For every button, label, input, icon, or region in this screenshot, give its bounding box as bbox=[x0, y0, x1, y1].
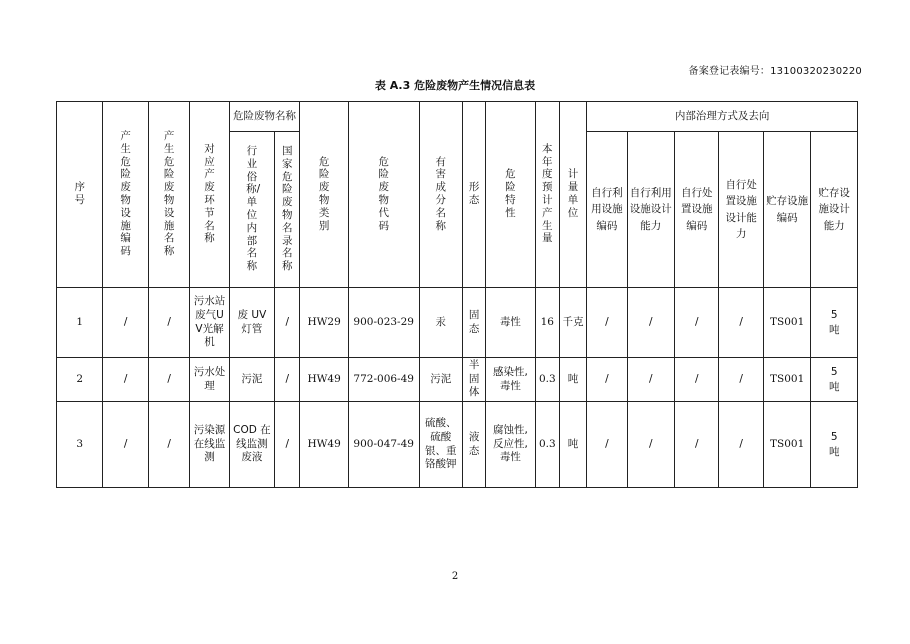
header-serial: 序号 bbox=[57, 102, 103, 288]
cell-category: HW49 bbox=[300, 402, 348, 488]
cell-util-capacity: / bbox=[627, 358, 674, 402]
page-number: 2 bbox=[451, 571, 459, 582]
cell-amount: 0.3 bbox=[535, 402, 559, 488]
cell-category: HW49 bbox=[300, 358, 348, 402]
cell-facility-name: / bbox=[148, 402, 189, 488]
header-disp-code: 自行处置设施编码 bbox=[675, 132, 719, 288]
cell-common-name: 污泥 bbox=[229, 358, 274, 402]
cell-disp-capacity: / bbox=[719, 402, 763, 488]
cell-form: 液态 bbox=[462, 402, 485, 488]
cell-util-capacity: / bbox=[627, 288, 674, 358]
cell-util-code: / bbox=[587, 402, 627, 488]
cell-unit: 吨 bbox=[559, 358, 586, 402]
cell-storage-capacity: 5 吨 bbox=[811, 402, 858, 488]
cell-code: 900-047-49 bbox=[348, 402, 419, 488]
cell-disp-capacity: / bbox=[719, 288, 763, 358]
cell-disp-code: / bbox=[675, 288, 719, 358]
cell-national-name: / bbox=[275, 358, 300, 402]
cell-category: HW29 bbox=[300, 288, 348, 358]
table-row bbox=[57, 402, 858, 488]
cell-storage-code: TS001 bbox=[763, 288, 810, 358]
cell-unit: 千克 bbox=[559, 288, 586, 358]
header-util-capacity: 自行利用设施设计能力 bbox=[627, 132, 674, 288]
cell-process: 污染源在线监测 bbox=[190, 402, 229, 488]
cell-common-name: COD 在线监测废液 bbox=[229, 402, 274, 488]
cell-national-name: / bbox=[275, 402, 300, 488]
cell-serial: 2 bbox=[57, 358, 103, 402]
cell-serial: 3 bbox=[57, 402, 103, 488]
table-row bbox=[57, 288, 858, 358]
header-unit: 计量单位 bbox=[559, 102, 586, 288]
cell-code: 900-023-29 bbox=[348, 288, 419, 358]
header-storage-code: 贮存设施编码 bbox=[763, 132, 810, 288]
cell-code: 772-006-49 bbox=[348, 358, 419, 402]
cell-facility-code: / bbox=[103, 288, 148, 358]
header-waste-name-group: 危险废物名称 bbox=[229, 102, 300, 132]
cell-common-name: 废 UV 灯管 bbox=[229, 288, 274, 358]
cell-facility-code: / bbox=[103, 402, 148, 488]
header-national-name: 国家危险废物名录名称 bbox=[275, 132, 300, 288]
cell-amount: 0.3 bbox=[535, 358, 559, 402]
header-code: 危险废物代码 bbox=[348, 102, 419, 288]
cell-hazard-component: 汞 bbox=[419, 288, 462, 358]
table-row bbox=[57, 358, 858, 402]
header-process: 对应产废环节名称 bbox=[190, 102, 229, 288]
table-title: 表 A.3 危险废物产生情况信息表 bbox=[374, 79, 536, 92]
cell-hazard-property: 腐蚀性,反应性,毒性 bbox=[486, 402, 535, 488]
cell-hazard-component: 硫酸、硫酸银、重铬酸钾 bbox=[419, 402, 462, 488]
cell-storage-capacity: 5 吨 bbox=[811, 288, 858, 358]
header-hazard-component: 有害成分名称 bbox=[419, 102, 462, 288]
cell-process: 污水处理 bbox=[190, 358, 229, 402]
cell-amount: 16 bbox=[535, 288, 559, 358]
cell-facility-name: / bbox=[148, 358, 189, 402]
cell-hazard-property: 毒性 bbox=[486, 288, 535, 358]
cell-form: 半固体 bbox=[462, 358, 485, 402]
cell-form: 固态 bbox=[462, 288, 485, 358]
header-facility-name: 产生危险废物设施名称 bbox=[148, 102, 189, 288]
cell-national-name: / bbox=[275, 288, 300, 358]
cell-util-code: / bbox=[587, 358, 627, 402]
cell-hazard-component: 污泥 bbox=[419, 358, 462, 402]
cell-unit: 吨 bbox=[559, 402, 586, 488]
cell-disp-code: / bbox=[675, 358, 719, 402]
header-annual-amount: 本年度预计产生量 bbox=[535, 102, 559, 288]
hazardous-waste-table bbox=[56, 101, 858, 488]
header-hazard-property: 危险特性 bbox=[486, 102, 535, 288]
cell-facility-code: / bbox=[103, 358, 148, 402]
header-facility-code: 产生危险废物设施编码 bbox=[103, 102, 148, 288]
cell-facility-name: / bbox=[148, 288, 189, 358]
cell-storage-code: TS001 bbox=[763, 358, 810, 402]
header-storage-capacity: 贮存设施设计能力 bbox=[811, 132, 858, 288]
cell-storage-capacity: 5 吨 bbox=[811, 358, 858, 402]
cell-util-code: / bbox=[587, 288, 627, 358]
cell-disp-code: / bbox=[675, 402, 719, 488]
header-treatment-group: 内部治理方式及去向 bbox=[587, 102, 858, 132]
header-disp-capacity: 自行处置设施设计能力 bbox=[719, 132, 763, 288]
cell-util-capacity: / bbox=[627, 402, 674, 488]
registration-number: 备案登记表编号：13100320230220 bbox=[688, 66, 862, 77]
cell-hazard-property: 感染性,毒性 bbox=[486, 358, 535, 402]
cell-process: 污水站废气UV光解机 bbox=[190, 288, 229, 358]
header-common-name: 行业俗称/单位内部名称 bbox=[229, 132, 274, 288]
cell-disp-capacity: / bbox=[719, 358, 763, 402]
cell-serial: 1 bbox=[57, 288, 103, 358]
header-form: 形态 bbox=[462, 102, 485, 288]
header-category: 危险废物类别 bbox=[300, 102, 348, 288]
header-util-code: 自行利用设施编码 bbox=[587, 132, 627, 288]
cell-storage-code: TS001 bbox=[763, 402, 810, 488]
